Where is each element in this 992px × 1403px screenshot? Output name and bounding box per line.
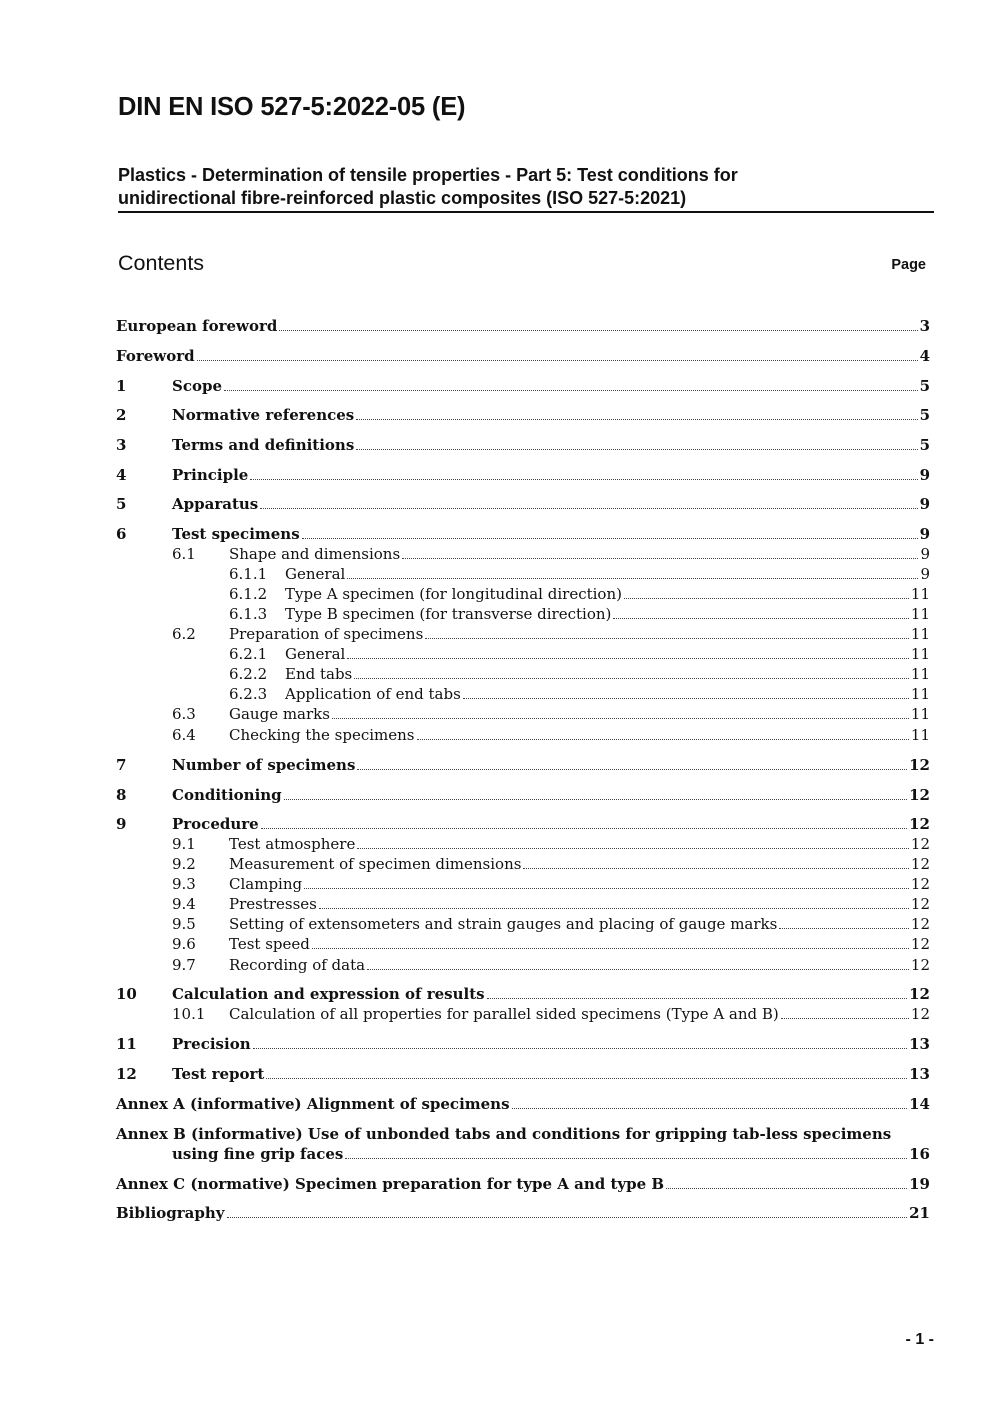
toc-entry-page: 9 — [919, 525, 930, 543]
toc-entry-title: using fine grip faces — [172, 1145, 344, 1163]
toc-dot-leader — [304, 888, 909, 889]
toc-entry[interactable] — [0, 1124, 930, 1144]
toc-dot-leader — [402, 558, 918, 559]
toc-entry[interactable] — [0, 465, 930, 485]
toc-entry-title: Checking the specimens — [229, 726, 415, 744]
toc-entry-number: 10 — [116, 985, 137, 1003]
toc-entry-number: 6 — [116, 525, 127, 543]
toc-entry[interactable] — [0, 814, 930, 834]
toc-entry-number: 7 — [116, 756, 127, 774]
toc-entry-number: 6.2.1 — [229, 645, 268, 663]
toc-entry[interactable] — [0, 1064, 930, 1084]
toc-entry[interactable] — [0, 684, 930, 704]
toc-entry-number: 9.5 — [172, 915, 196, 933]
toc-entry[interactable] — [0, 494, 930, 514]
toc-entry[interactable] — [0, 1004, 930, 1024]
toc-entry[interactable] — [0, 874, 930, 894]
toc-entry[interactable] — [0, 955, 930, 975]
toc-dot-leader — [512, 1108, 908, 1109]
toc-entry-title: Measurement of specimen dimensions — [229, 855, 522, 873]
toc-entry-title: Terms and definitions — [172, 436, 355, 454]
toc-entry-number: 2 — [116, 406, 127, 424]
toc-entry-page: 12 — [910, 935, 930, 953]
toc-entry[interactable] — [0, 1034, 930, 1054]
toc-entry[interactable] — [0, 755, 930, 775]
toc-dot-leader — [613, 618, 909, 619]
toc-entry-title: Principle — [172, 466, 249, 484]
toc-dot-leader — [523, 868, 908, 869]
toc-entry-page: 11 — [910, 726, 930, 744]
toc-dot-leader — [261, 828, 907, 829]
toc-dot-leader — [624, 598, 909, 599]
toc-entry[interactable] — [0, 914, 930, 934]
toc-entry-number: 4 — [116, 466, 127, 484]
toc-entry-page: 13 — [909, 1065, 930, 1083]
toc-entry-title: Conditioning — [172, 786, 282, 804]
toc-entry-page: 11 — [910, 625, 930, 643]
toc-entry-number: 1 — [116, 377, 127, 395]
toc-dot-leader — [463, 698, 909, 699]
toc-entry-number: 9.3 — [172, 875, 196, 893]
toc-entry[interactable] — [0, 376, 930, 396]
toc-entry-number: 9 — [116, 815, 127, 833]
toc-entry-page: 12 — [909, 786, 930, 804]
toc-entry-page: 5 — [919, 436, 930, 454]
toc-entry-title: Type A specimen (for longitudinal direction) — [285, 585, 622, 603]
toc-entry-number: 9.1 — [172, 835, 196, 853]
toc-entry-title: Test specimens — [172, 525, 300, 543]
toc-entry[interactable] — [0, 624, 930, 644]
toc-dot-leader — [319, 908, 909, 909]
toc-dot-leader — [260, 508, 917, 509]
toc-dot-leader — [357, 848, 909, 849]
toc-entry-title: Bibliography — [116, 1204, 225, 1222]
toc-entry-title: Recording of data — [229, 956, 366, 974]
toc-entry-page: 13 — [909, 1035, 930, 1053]
toc-entry[interactable] — [0, 725, 930, 745]
toc-entry-title: Application of end tabs — [285, 685, 461, 703]
page-column-label: Page — [891, 257, 926, 273]
document-id: DIN EN ISO 527-5:2022-05 (E) — [118, 93, 466, 121]
toc-entry-page: 14 — [909, 1095, 930, 1113]
toc-entry-number: 6.2.3 — [229, 685, 268, 703]
toc-dot-leader — [354, 678, 909, 679]
toc-entry-number: 6.3 — [172, 705, 196, 723]
toc-entry-page: 19 — [909, 1175, 930, 1193]
toc-entry[interactable] — [0, 894, 930, 914]
toc-entry-number: 10.1 — [172, 1005, 206, 1023]
toc-dot-leader — [284, 799, 907, 800]
toc-entry-title: Type B specimen (for transverse direction) — [285, 605, 612, 623]
toc-entry-number: 9.7 — [172, 956, 196, 974]
toc-dot-leader — [250, 479, 917, 480]
toc-entry-page: 9 — [920, 565, 930, 583]
toc-entry-number: 9.2 — [172, 855, 196, 873]
toc-entry-page: 11 — [910, 665, 930, 683]
toc-dot-leader — [367, 969, 909, 970]
toc-dot-leader — [302, 538, 918, 539]
toc-entry-page: 11 — [910, 585, 930, 603]
toc-entry-number: 9.6 — [172, 935, 196, 953]
toc-entry[interactable] — [0, 316, 930, 336]
toc-entry[interactable] — [0, 785, 930, 805]
toc-entry-number: 6.1 — [172, 545, 196, 563]
toc-dot-leader — [279, 330, 917, 331]
contents-heading: Contents — [118, 251, 205, 275]
toc-entry-title: Test speed — [229, 935, 310, 953]
toc-entry-number: 6.1.2 — [229, 585, 268, 603]
toc-entry-page: 12 — [909, 815, 930, 833]
toc-entry-title: Annex B (informative) Use of unbonded tabs and conditions for gripping tab-less specimens — [116, 1125, 892, 1143]
toc-entry-page: 9 — [920, 545, 930, 563]
toc-entry[interactable] — [0, 604, 930, 624]
toc-dot-leader — [779, 928, 909, 929]
toc-entry[interactable] — [0, 664, 930, 684]
toc-entry-title: Scope — [172, 377, 223, 395]
toc-entry-title: General — [285, 565, 346, 583]
toc-entry-title: Shape and dimensions — [229, 545, 401, 563]
toc-entry-page: 12 — [910, 915, 930, 933]
toc-entry-page: 11 — [910, 645, 930, 663]
toc-dot-leader — [357, 769, 907, 770]
toc-entry-number: 12 — [116, 1065, 137, 1083]
toc-entry-page: 9 — [919, 495, 930, 513]
toc-dot-leader — [356, 449, 917, 450]
toc-entry[interactable] — [0, 524, 930, 544]
toc-entry-title: Test atmosphere — [229, 835, 356, 853]
toc-entry-page: 12 — [910, 855, 930, 873]
toc-entry[interactable] — [0, 984, 930, 1004]
toc-dot-leader — [425, 638, 909, 639]
toc-entry-page: 16 — [909, 1145, 930, 1163]
toc-entry[interactable] — [0, 704, 930, 724]
toc-dot-leader — [781, 1018, 909, 1019]
toc-entry-title: Preparation of specimens — [229, 625, 424, 643]
toc-entry-title: Test report — [172, 1065, 265, 1083]
toc-entry-page: 11 — [910, 705, 930, 723]
toc-entry-page: 12 — [910, 875, 930, 893]
toc-entry-title: Setting of extensometers and strain gauges and placing of gauge marks — [229, 915, 778, 933]
toc-entry[interactable] — [0, 1174, 930, 1194]
toc-entry[interactable] — [0, 834, 930, 854]
document-title — [118, 164, 934, 213]
toc-dot-leader — [347, 658, 909, 659]
toc-entry-title: Normative references — [172, 406, 355, 424]
toc-entry-page: 4 — [919, 347, 930, 365]
toc-dot-leader — [312, 948, 909, 949]
toc-entry-title: Annex C (normative) Specimen preparation for type A and type B — [116, 1175, 665, 1193]
toc-entry-title: Clamping — [229, 875, 303, 893]
toc-entry-title: Prestresses — [229, 895, 317, 913]
toc-dot-leader — [356, 419, 917, 420]
toc-entry-page: 12 — [910, 835, 930, 853]
toc-dot-leader — [224, 390, 918, 391]
toc-entry-number: 5 — [116, 495, 127, 513]
toc-dot-leader — [345, 1158, 907, 1159]
toc-entry-title: Calculation of all properties for parallel sided specimens (Type A and B) — [229, 1005, 779, 1023]
document-title-line-2: unidirectional fibre-reinforced plastic composites (ISO 527-5:2021) — [118, 188, 687, 208]
toc-entry-page: 12 — [909, 756, 930, 774]
toc-entry-page: 12 — [910, 895, 930, 913]
toc-entry[interactable] — [0, 584, 930, 604]
toc-dot-leader — [487, 998, 908, 999]
toc-dot-leader — [417, 739, 909, 740]
toc-entry-number: 6.1.3 — [229, 605, 268, 623]
toc-entry-title: Procedure — [172, 815, 259, 833]
toc-entry-title: Number of specimens — [172, 756, 356, 774]
toc-entry-page: 11 — [910, 605, 930, 623]
toc-entry-number: 3 — [116, 436, 127, 454]
document-title-line-1: Plastics - Determination of tensile properties - Part 5: Test conditions for — [118, 165, 738, 185]
toc-entry[interactable] — [0, 564, 930, 584]
toc-dot-leader — [266, 1078, 907, 1079]
toc-entry-title: Foreword — [116, 347, 195, 365]
toc-entry-title: Gauge marks — [229, 705, 330, 723]
toc-entry[interactable] — [0, 1094, 930, 1114]
toc-entry[interactable] — [0, 934, 930, 954]
toc-dot-leader — [197, 360, 918, 361]
toc-entry-page: 5 — [919, 406, 930, 424]
toc-entry[interactable] — [0, 854, 930, 874]
toc-entry[interactable] — [0, 544, 930, 564]
toc-entry[interactable] — [0, 346, 930, 366]
toc-entry-title: Calculation and expression of results — [172, 985, 485, 1003]
toc-entry-title: European foreword — [116, 317, 278, 335]
toc-entry-page: 5 — [919, 377, 930, 395]
toc-entry-title: Annex A (informative) Alignment of specimens — [116, 1095, 510, 1113]
toc-entry-number: 9.4 — [172, 895, 196, 913]
toc-entry-page: 3 — [919, 317, 930, 335]
toc-entry-number: 6.4 — [172, 726, 196, 744]
toc-entry-title: End tabs — [285, 665, 353, 683]
page-number: - 1 - — [905, 1331, 934, 1348]
toc-entry-page: 11 — [910, 685, 930, 703]
toc-dot-leader — [666, 1188, 907, 1189]
toc-entry[interactable] — [0, 1203, 930, 1223]
toc-entry[interactable] — [0, 644, 930, 664]
toc-entry-title: General — [285, 645, 346, 663]
toc-entry-title: Apparatus — [172, 495, 259, 513]
toc-dot-leader — [227, 1217, 908, 1218]
toc-entry-number: 8 — [116, 786, 127, 804]
toc-entry-title: Precision — [172, 1035, 251, 1053]
toc-entry-number: 6.2.2 — [229, 665, 268, 683]
toc-entry-page: 12 — [910, 1005, 930, 1023]
toc-entry-number: 6.1.1 — [229, 565, 268, 583]
toc-dot-leader — [253, 1048, 908, 1049]
toc-entry-page: 21 — [909, 1204, 930, 1222]
toc-entry-number: 11 — [116, 1035, 137, 1053]
toc-dot-leader — [332, 718, 909, 719]
toc-entry[interactable] — [0, 1144, 930, 1164]
toc-entry-page: 12 — [910, 956, 930, 974]
toc-entry-number: 6.2 — [172, 625, 196, 643]
toc-dot-leader — [347, 578, 918, 579]
toc-entry-page: 12 — [909, 985, 930, 1003]
toc-entry[interactable] — [0, 405, 930, 425]
toc-entry[interactable] — [0, 435, 930, 455]
toc-entry-page: 9 — [919, 466, 930, 484]
